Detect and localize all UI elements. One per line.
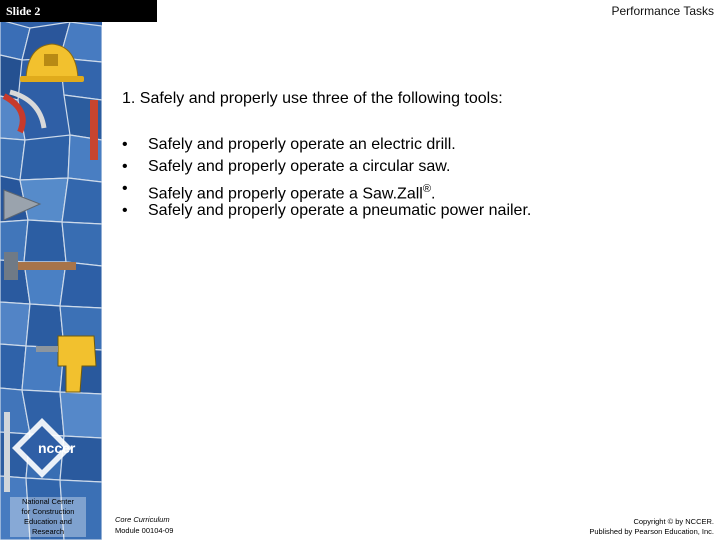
list-item [122,156,531,178]
org-name-line: National Center [21,497,75,506]
org-name-line: for Construction [21,507,75,516]
copyright-footer [589,517,714,537]
nccer-logo-text: nccer [38,440,76,456]
slide-number-label: Slide 2 [0,0,157,22]
list-item-text: Safely and properly operate a circular saw. [148,158,451,175]
org-name-line: Research [31,527,65,536]
module-number: Module 00104-09 [115,526,174,535]
list-item-text: Safely and properly operate a Saw.Zall [148,185,423,203]
list-item-suffix: . [430,185,436,203]
list-item [122,134,531,156]
mosaic-sidebar [0,0,102,540]
question-text: 1. Safely and properly use three of the following tools: [122,90,503,107]
copyright-text: Copyright © by NCCER. [633,517,714,526]
header-title: Performance Tasks [611,4,714,18]
list-item [122,200,531,222]
publisher-text: Published by Pearson Education, Inc. [589,527,714,536]
tool-list [122,134,531,222]
bullet-icon: • [122,158,128,175]
curriculum-name: Core Curriculum [115,515,170,524]
tools-mosaic-image [0,0,102,540]
bullet-icon: • [122,202,128,219]
bullet-icon: • [122,136,128,153]
list-item [122,178,531,203]
registered-mark: ® [422,183,431,195]
list-item-text: Safely and properly operate a pneumatic power nailer. [148,202,532,219]
org-name-line: Education and [24,517,72,526]
list-item-text: Safely and properly operate an electric drill. [148,136,456,153]
organization-name [10,497,86,537]
bullet-icon: • [122,180,128,197]
curriculum-footer [115,514,173,536]
